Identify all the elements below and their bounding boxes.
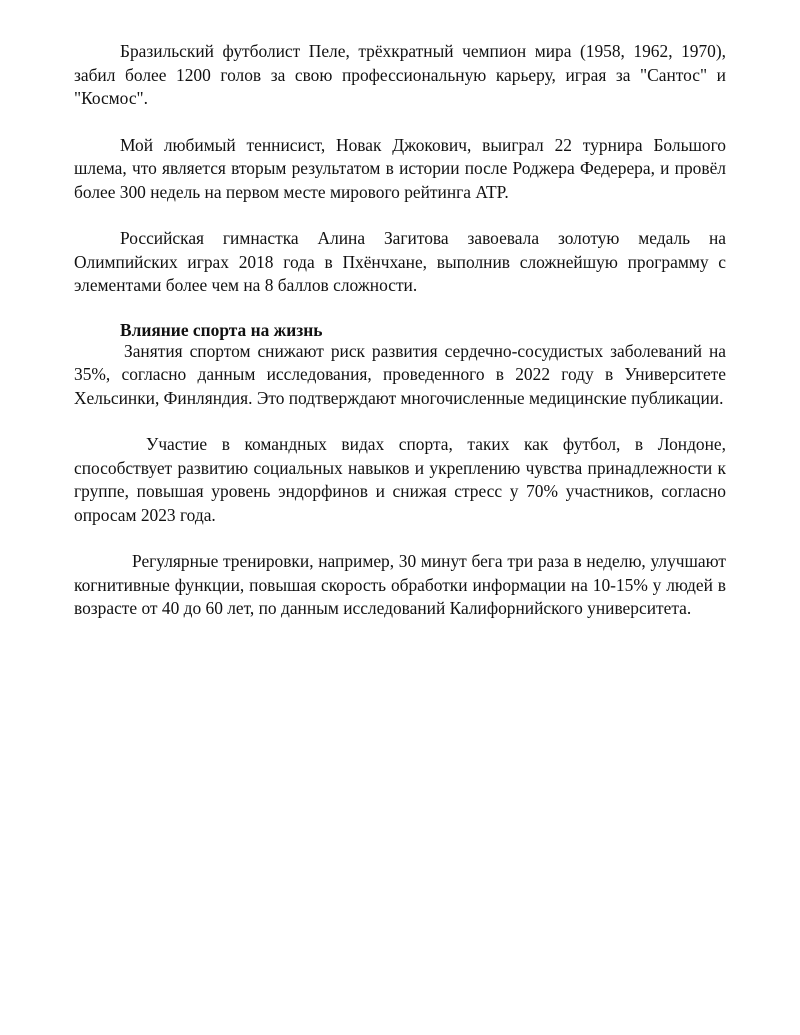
paragraph-pele: Бразильский футболист Пеле, трёхкратный чемпион мира (1958, 1962, 1970), забил более 1200 голов за свою профессиональную карьеру, играя за "Сантос" и "Космос".: [74, 41, 726, 108]
paragraph-djokovic: Мой любимый теннисист, Новак Джокович, выиграл 22 турнира Большого шлема, что является вторым результатом в истории после Роджера Федерера, и провёл более 300 недель на первом месте мирового рейтинга ATP.: [74, 134, 726, 202]
paragraph-cardio-health: Занятия спортом снижают риск развития сердечно-сосудистых заболеваний на 35%, согласно данным исследования, проведенного в 2022 году в Университете Хельсинки, Финляндия. Это подтверждают многочисленные медицинские публикации.: [74, 340, 726, 408]
paragraph-team-sports: Участие в командных видах спорта, таких как футбол, в Лондоне, способствует развитию социальных навыков и укреплению чувства принадлежности к группе, повышая уровень эндорфинов и снижая стресс у 70% участников, согласно опросам 2023 года.: [74, 434, 726, 525]
paragraph-zagitova: Российская гимнастка Алина Загитова завоевала золотую медаль на Олимпийских играх 2018 года в Пхёнчхане, выполнив сложнейшую программу с элементами более чем на 8 баллов сложности.: [74, 228, 726, 295]
section-heading: Влияние спорта на жизнь: [120, 319, 323, 340]
paragraph-regular-training: Регулярные тренировки, например, 30 минут бега три раза в неделю, улучшают когнитивные функции, повышая скорость обработки информации на 10-15% у людей в возрасте от 40 до 60 лет, по данным исследований Калифорнийского университета.: [74, 551, 726, 618]
document-body: [74, 40, 726, 621]
